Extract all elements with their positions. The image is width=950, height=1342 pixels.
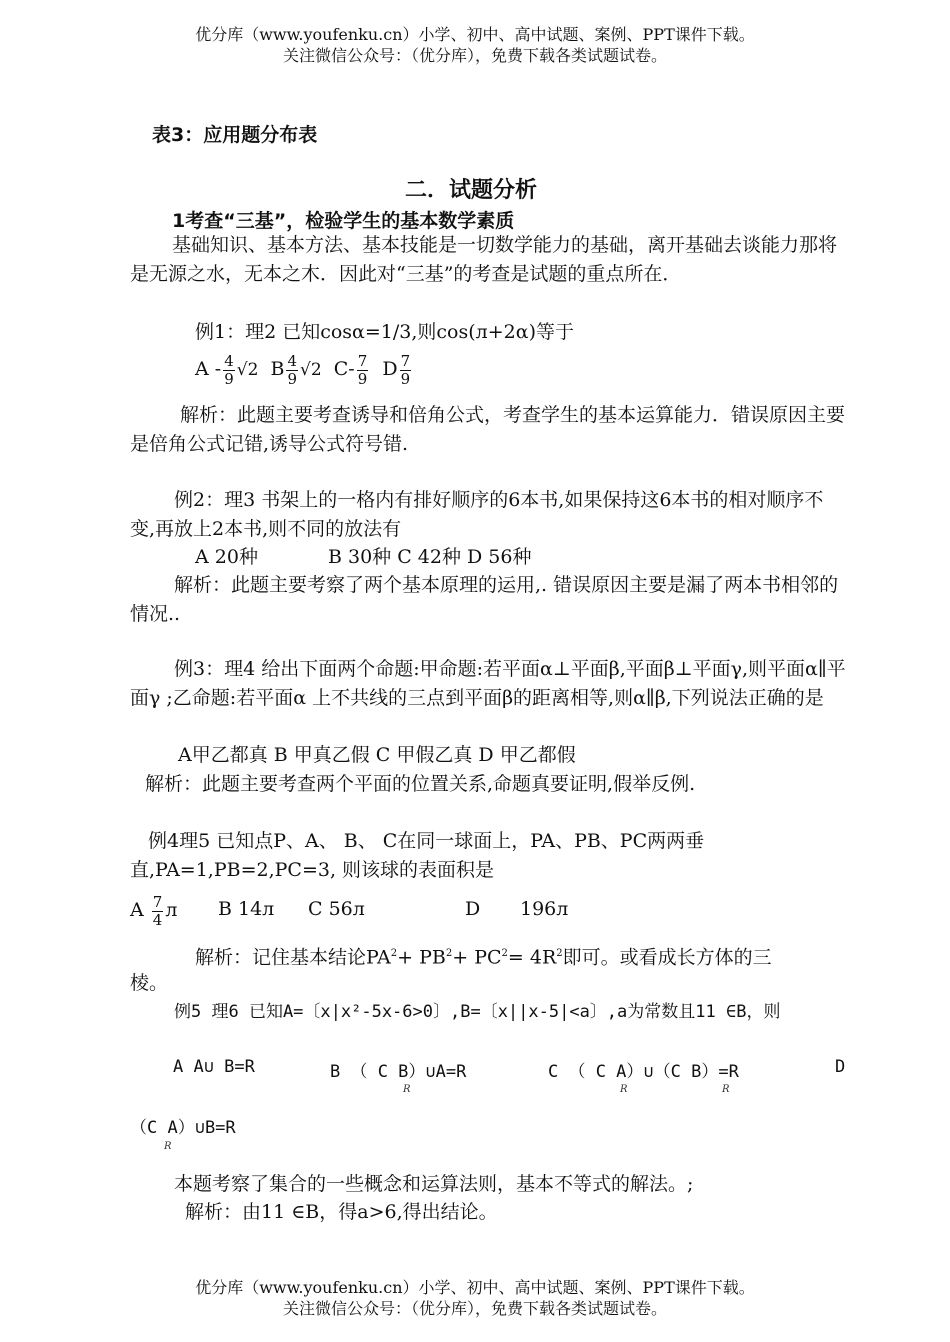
example-5-analysis: 解析：由11 ∈B，得a>6,得出结论。 (185, 1201, 498, 1223)
ex1-option-c: C- (333, 358, 355, 380)
sqrt-symbol: √2 (236, 360, 259, 380)
sqrt-symbol: √2 (300, 360, 322, 380)
example-1-question: 例1：理2 已知cosα=1/3,则cos(л+2α)等于 (195, 321, 574, 343)
subsection-title: 1考查“三基”，检验学生的基本数学素质 (172, 210, 515, 232)
footer-line-2: 关注微信公众号：（优分库），免费下载各类试题试卷。 (282, 1299, 667, 1318)
section-title: 二．试题分析 (405, 178, 538, 203)
example-1-options (195, 349, 413, 390)
ex4-option-a: A (130, 899, 144, 921)
subscript-r: R (164, 1141, 172, 1152)
example-2-analysis: 解析：此题主要考察了两个基本原理的运用,. 错误原因主要是漏了两本书相邻的情况.. (130, 574, 839, 625)
example-1-analysis: 解析：此题主要考查诱导和倍角公式，考查学生的基本运算能力．错误原因主要是倍角公式记错,诱导公式符号错. (130, 404, 846, 455)
ex4-option-d: D (465, 898, 481, 920)
subscript-r: R (722, 1084, 730, 1095)
fraction: $\frac{7}{4}$ (152, 892, 163, 929)
example-4-analysis-line-2: 棱。 (130, 972, 169, 994)
table-title: 表3：应用题分布表 (152, 124, 318, 146)
fraction: $\frac{4}{9}$ (224, 351, 234, 388)
example-2-options-bcd: B 30种 C 42种 D 56种 (328, 546, 532, 568)
ex1-option-b: B (270, 358, 285, 380)
example-4-options: A $\frac{7}{4}$ л (130, 892, 178, 929)
footer-line-1: 优分库（www.youfenku.cn）小学、初中、高中试题、案例、PPT课件下载。 (195, 1278, 755, 1297)
example-3-analysis: 解析：此题主要考查两个平面的位置关系,命题真要证明,假举反例. (145, 773, 696, 795)
ex5-option-c: C （ C A）∪（C B）=R (548, 1062, 739, 1082)
example-5-note: 本题考察了集合的一些概念和运算法则，基本不等式的解法。; (174, 1173, 694, 1195)
ex5-option-b: B （ C B）∪A=R (330, 1062, 467, 1082)
header-line-1: 优分库（www.youfenku.cn）小学、初中、高中试题、案例、PPT课件下载。 (195, 25, 755, 44)
ex4-option-b: B 14л (218, 898, 275, 920)
fraction: $\frac{7}{9}$ (357, 351, 368, 388)
intro-paragraph: 基础知识、基本方法、基本技能是一切数学能力的基础，离开基础去谈能力那将是无源之水，无本之木．因此对“三基”的考查是试题的重点所在． (130, 234, 838, 285)
example-2-question: 例2：理3 书架上的一格内有排好顺序的6本书,如果保持这6本书的相对顺序不变,再放上2本书,则不同的放法有 (130, 489, 824, 540)
example-5-question: 例5 理6 已知A=〔x∣x²-5x-6>0〕,B=〔x∣∣x-5∣<a〕,a为常数且11 ∈B，则 (174, 1002, 781, 1022)
example-4-question: 例4理5 已知点P、A、 B、 C在同一球面上，PA、PB、PC两两垂直,PA=1,PB=2,PC=3, 则该球的表面积是 (130, 830, 705, 881)
ex4-option-d-value: 196л (520, 898, 569, 920)
fraction: $\frac{4}{9}$ (287, 351, 297, 388)
subscript-r: R (620, 1084, 628, 1095)
ex5-option-a: A A∪ B=R (173, 1057, 255, 1077)
example-3-question: 例3：理4 给出下面两个命题:甲命题:若平面α⊥平面β,平面β⊥平面γ,则平面α∥平面γ ;乙命题:若平面α 上不共线的三点到平面β的距离相等,则α∥β,下列说法正确的是 (130, 658, 846, 709)
subscript-r: R (403, 1084, 411, 1095)
fraction: $\frac{7}{9}$ (400, 351, 411, 388)
ex1-option-d: D (382, 358, 398, 380)
ex1-option-a: A - (195, 358, 222, 380)
header-line-2: 关注微信公众号：（优分库），免费下载各类试题试卷。 (282, 46, 667, 65)
ex4-option-c: C 56л (308, 898, 365, 920)
example-4-analysis: 解析：记住基本结论$PA^2+ PB^2+ PC^2= 4R^2$即可。或看成长方体的三 (195, 946, 772, 969)
example-3-options: A甲乙都真 B 甲真乙假 C 甲假乙真 D 甲乙都假 (178, 744, 576, 766)
example-2-option-a: A 20种 (195, 546, 258, 568)
ex5-option-d-content: （C A）∪B=R (130, 1118, 236, 1138)
ex5-option-d: D (835, 1057, 846, 1077)
